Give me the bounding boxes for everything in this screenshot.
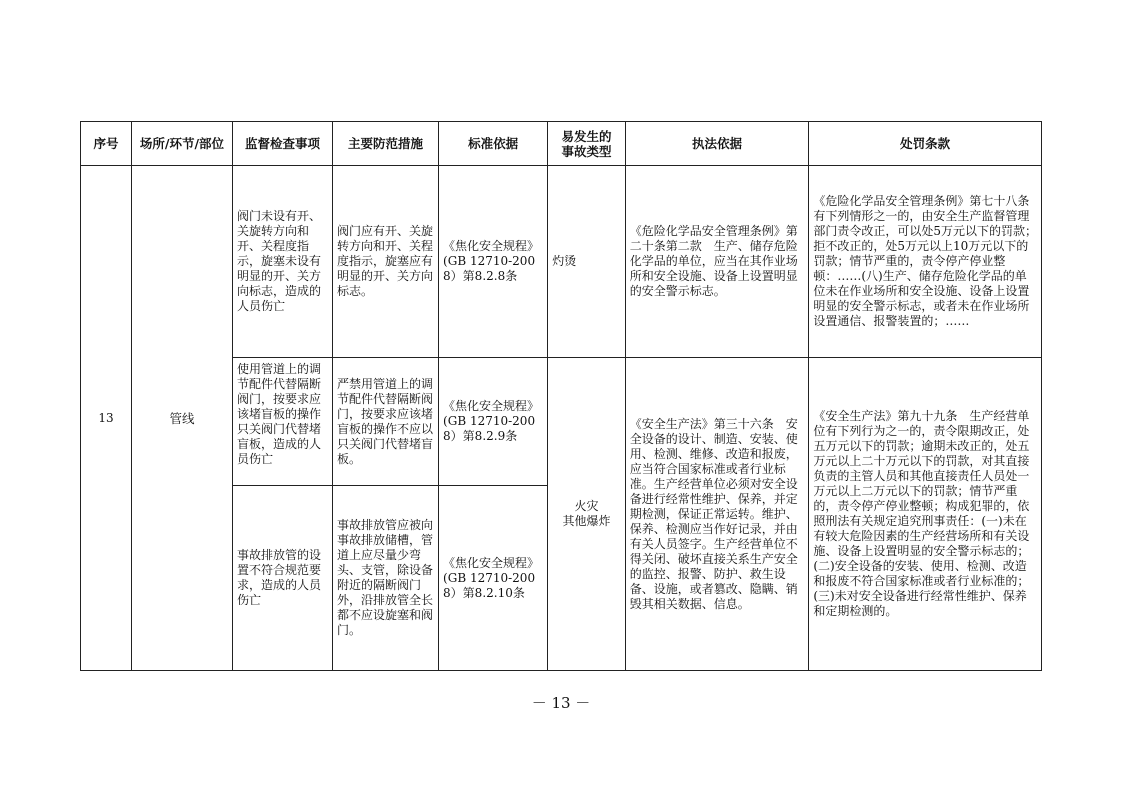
prevention-measure: 严禁用管道上的调节配件代替隔断阀门，按要求应该堵盲板的操作不应以只关阀门代替堵盲板。	[332, 358, 438, 486]
header-standard: 标准依据	[439, 122, 548, 166]
prevention-measure: 阀门应有开、关旋转方向和开、关程度指示，旋塞应有明显的开、关方向标志。	[332, 166, 438, 358]
header-no: 序号	[81, 122, 132, 166]
page-number: － 13 －	[531, 694, 591, 712]
header-row	[81, 122, 1042, 166]
row-number: 13	[81, 166, 132, 671]
penalty-clause: 《危险化学品安全管理条例》第七十八条 有下列情形之一的，由安全生产监督管理部门责令改正，可以处5万元以下的罚款；拒不改正的，处5万元以上10万元以下的罚款；情节严重的，责令停产停业整顿：……(八)生产、储存危险化学品的单位未在作业场所和安全设施、设备上设置明显的安全警示标志，或者未在作业场所设置通信、报警装置的；……	[809, 166, 1042, 358]
standard-basis: 《焦化安全规程》(GB 12710-2008）第8.2.8条	[439, 166, 548, 358]
standard-basis: 《焦化安全规程》(GB 12710-2008）第8.2.9条	[439, 358, 548, 486]
prevention-measure: 事故排放管应被向事故排放储槽，管道上应尽量少弯头、支管，除设备附近的隔断阀门外，沿排放管全长都不应设旋塞和阀门。	[332, 486, 438, 671]
check-item: 事故排放管的设置不符合规范要求，造成的人员伤亡	[232, 486, 332, 671]
inspection-table	[80, 121, 1042, 671]
header-law: 执法依据	[625, 122, 809, 166]
check-item: 使用管道上的调节配件代替隔断阀门，按要求应该堵盲板的操作只关阀门代替堵盲板，造成的人员伤亡	[232, 358, 332, 486]
law-basis: 《危险化学品安全管理条例》第二十条第二款 生产、储存危险化学品的单位，应当在其作业场所和安全设施、设备上设置明显的安全警示标志。	[625, 166, 809, 358]
header-item: 监督检查事项	[232, 122, 332, 166]
check-item: 阀门未设有开、关旋转方向和开、关程度指示，旋塞未设有明显的开、关方向标志，造成的人员伤亡	[232, 166, 332, 358]
header-penalty: 处罚条款	[809, 122, 1042, 166]
law-basis: 《安全生产法》第三十六条 安全设备的设计、制造、安装、使用、检测、维修、改造和报废，应当符合国家标准或者行业标准。生产经营单位必须对安全设备进行经常性维护、保养，并定期检测，保证正常运转。维护、保养、检测应当作好记录，并由有关人员签字。生产经营单位不得关闭、破坏直接关系生产安全的监控、报警、防护、救生设备、设施，或者篡改、隐瞒、销毁其相关数据、信息。	[625, 358, 809, 671]
accident-type: 灼烫	[548, 166, 626, 358]
penalty-clause: 《安全生产法》第九十九条 生产经营单位有下列行为之一的，责令限期改正，处五万元以下的罚款；逾期未改正的，处五万元以上二十万元以下的罚款，对其直接负责的主管人员和其他直接责任人员处一万元以上二万元以下的罚款；情节严重的，责令停产停业整顿；构成犯罪的，依照刑法有关规定追究刑事责任：(一)未在有较大危险因素的生产经营场所和有关设施、设备上设置明显的安全警示标志的； (二)安全设备的安装、使用、检测、改造和报废不符合国家标准或者行业标准的；(三)未对安全设备进行经常性维护、保养和定期检测的。	[809, 358, 1042, 671]
header-accident: 易发生的 事故类型	[548, 122, 626, 166]
accident-type: 火灾 其他爆炸	[548, 358, 626, 671]
header-measure: 主要防范措施	[332, 122, 438, 166]
row-place: 管线	[132, 166, 233, 671]
header-place: 场所/环节/部位	[132, 122, 233, 166]
standard-basis: 《焦化安全规程》(GB 12710-2008）第8.2.10条	[439, 486, 548, 671]
table-row	[81, 166, 1042, 358]
